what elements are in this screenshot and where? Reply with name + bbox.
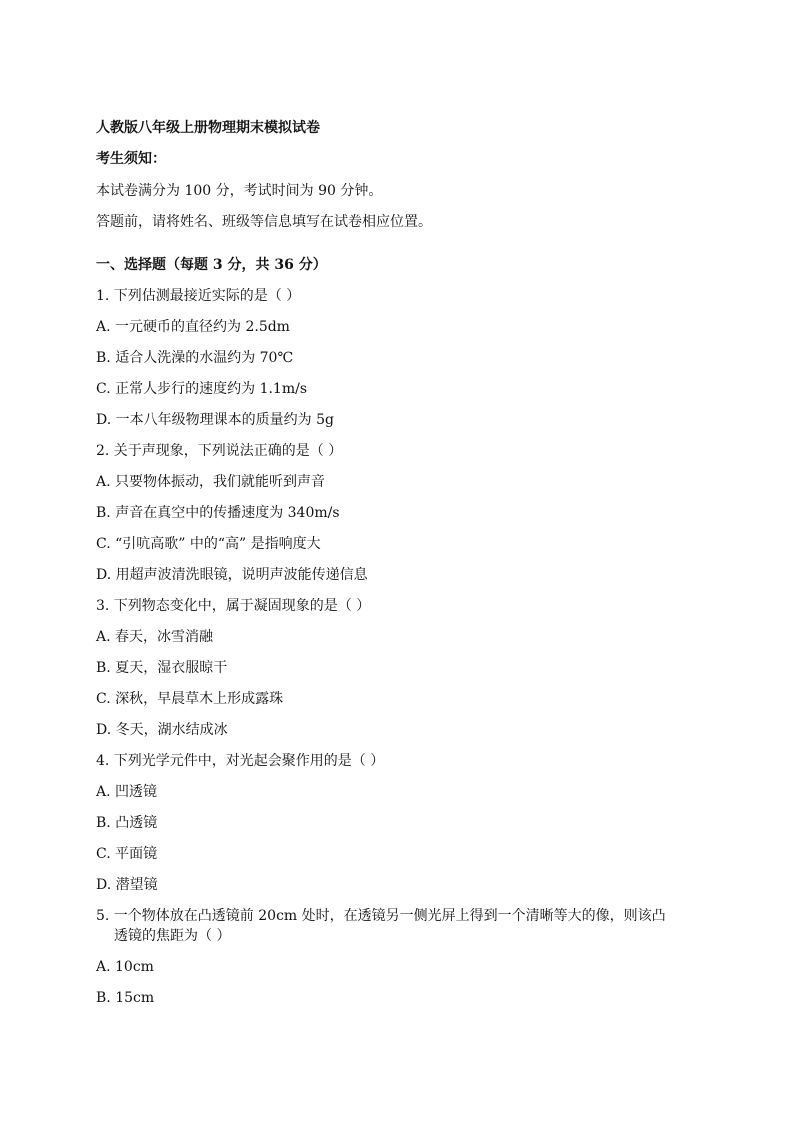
notice-heading: 考生须知：: [96, 151, 166, 167]
notice-line-1: 本试卷满分为 100 分，考试时间为 90 分钟。: [96, 183, 383, 199]
question-4-option-b: B. 凸透镜: [96, 815, 158, 831]
question-5-option-b: B. 15cm: [96, 990, 155, 1006]
question-1-option-a: A. 一元硬币的直径约为 2.5dm: [96, 319, 290, 335]
question-2-option-c: C. “引吭高歌” 中的“高” 是指响度大: [96, 536, 321, 552]
question-2-option-d: D. 用超声波清洗眼镜，说明声波能传递信息: [96, 567, 368, 583]
question-4-option-a: A. 凹透镜: [96, 784, 158, 800]
question-3-option-d: D. 冬天，湖水结成冰: [96, 722, 228, 738]
question-4-option-c: C. 平面镜: [96, 846, 158, 862]
question-5-stem: [96, 906, 716, 946]
question-3-option-b: B. 夏天，湿衣服晾干: [96, 660, 228, 676]
question-1-option-d: D. 一本八年级物理课本的质量约为 5g: [96, 412, 334, 428]
question-5-option-a: A. 10cm: [96, 959, 154, 975]
question-5-stem-line-2: 透镜的焦距为（ ）: [114, 928, 231, 944]
section-heading-choice: 一、选择题（每题 3 分，共 36 分）: [96, 257, 327, 273]
question-3-stem: 3. 下列物态变化中，属于凝固现象的是（ ）: [96, 598, 371, 614]
question-2-stem: 2. 关于声现象，下列说法正确的是（ ）: [96, 443, 343, 459]
question-5-stem-line-1: 5. 一个物体放在凸透镜前 20cm 处时，在透镜另一侧光屏上得到一个清晰等大的像，则该凸: [96, 908, 666, 924]
question-2-option-b: B. 声音在真空中的传播速度为 340m/s: [96, 505, 340, 521]
question-4-option-d: D. 潜望镜: [96, 877, 158, 893]
question-1-stem: 1. 下列估测最接近实际的是（ ）: [96, 288, 301, 304]
document-title: 人教版八年级上册物理期末模拟试卷: [96, 120, 320, 136]
document-content: [96, 118, 716, 1019]
question-4-stem: 4. 下列光学元件中，对光起会聚作用的是（ ）: [96, 753, 385, 769]
question-3-option-c: C. 深秋，早晨草木上形成露珠: [96, 691, 284, 707]
question-1-option-b: B. 适合人洗澡的水温约为 70℃: [96, 350, 294, 366]
question-3-option-a: A. 春天，冰雪消融: [96, 629, 214, 645]
question-2-option-a: A. 只要物体振动，我们就能听到声音: [96, 474, 326, 490]
question-1-option-c: C. 正常人步行的速度约为 1.1m/s: [96, 381, 308, 397]
notice-line-2: 答题前，请将姓名、班级等信息填写在试卷相应位置。: [96, 214, 432, 230]
